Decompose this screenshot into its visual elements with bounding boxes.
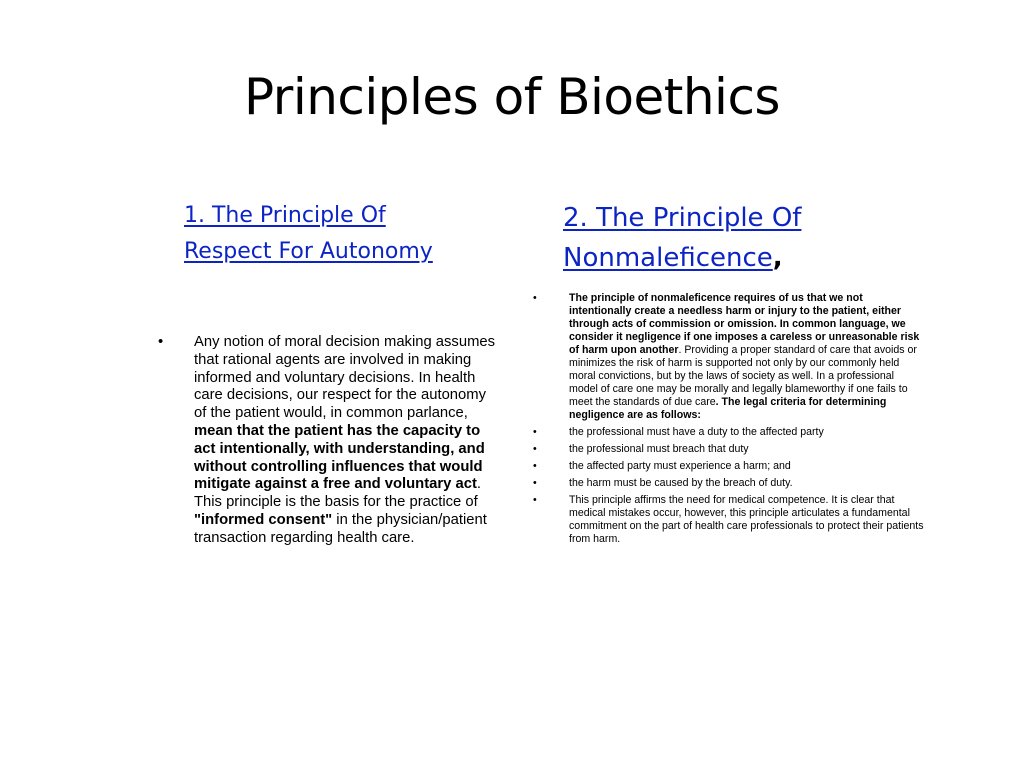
criteria-causation: the harm must be caused by the breach of duty. [569,477,793,489]
bullet-icon: • [533,426,537,438]
criteria-duty: the professional must have a duty to the affected party [569,426,824,438]
autonomy-bullet-list [158,334,500,548]
nonmaleficence-text-1: . Providing a proper standard of care that avoids or minimizes the risk of harm is supported not only by our commonly held moral convictions, but by the laws of society as well. In a professional model of care one may be morally and legally blameworthy if one fails to meet the standards of due care [569,344,917,408]
autonomy-text-2: . This principle is the basis for the practice of [194,476,481,511]
nonmaleficence-heading-link[interactable] [563,203,801,273]
list-item [533,292,925,422]
criteria-harm: the affected party must experience a harm; and [569,460,791,472]
autonomy-heading-line2: Respect For Autonomy [184,239,433,264]
autonomy-bold-1: mean that the patient has the capacity to act intentionally, with understanding, and without controlling influences that would mitigate against a free and voluntary act [194,422,485,493]
nonmaleficence-bold-2: . The legal criteria for determining negligence are as follows: [569,396,887,421]
left-column-heading [184,198,504,270]
list-item [533,426,925,439]
right-column-heading [563,198,903,278]
bullet-icon: • [533,477,537,489]
list-item [533,443,925,456]
bullet-icon: • [533,443,537,455]
list-item [533,477,925,490]
slide-title: Principles of Bioethics [244,68,780,126]
competence-text: This principle affirms the need for medical competence. It is clear that medical mistakes occur, however, this principle articulates a fundamental commitment on the part of health care professionals to protect their patients from harm. [569,494,924,545]
list-item [533,460,925,473]
list-item [158,334,500,548]
nonmaleficence-bold-1: The principle of nonmaleficence requires of us that we not intentionally create a needless harm or injury to the patient, either through acts of commission or omission. In common language, we consider it negligence if one imposes a careless or unreasonable risk of harm upon another [569,292,920,356]
autonomy-heading-link[interactable] [184,203,433,264]
heading-comma: , [772,243,783,273]
nonmaleficence-heading-line2: Nonmaleficence [563,243,773,273]
autonomy-text-3: in the physician/patient transaction regarding health care. [194,511,487,546]
nonmaleficence-bullet-list [533,292,925,550]
autonomy-heading-line1: 1. The Principle Of [184,203,386,228]
bullet-icon: • [533,292,537,304]
bullet-icon: • [533,460,537,472]
autonomy-bold-2: "informed consent" [194,511,333,528]
nonmaleficence-heading-line1: 2. The Principle Of [563,203,802,233]
criteria-breach: the professional must breach that duty [569,443,749,455]
bullet-icon: • [533,494,537,506]
bullet-icon: • [158,334,164,350]
list-item [533,494,925,546]
autonomy-text-1: Any notion of moral decision making assumes that rational agents are involved in making informed and voluntary decisions. In health care decisions, our respect for the autonomy of the patient would, in common parlance, [194,334,496,422]
